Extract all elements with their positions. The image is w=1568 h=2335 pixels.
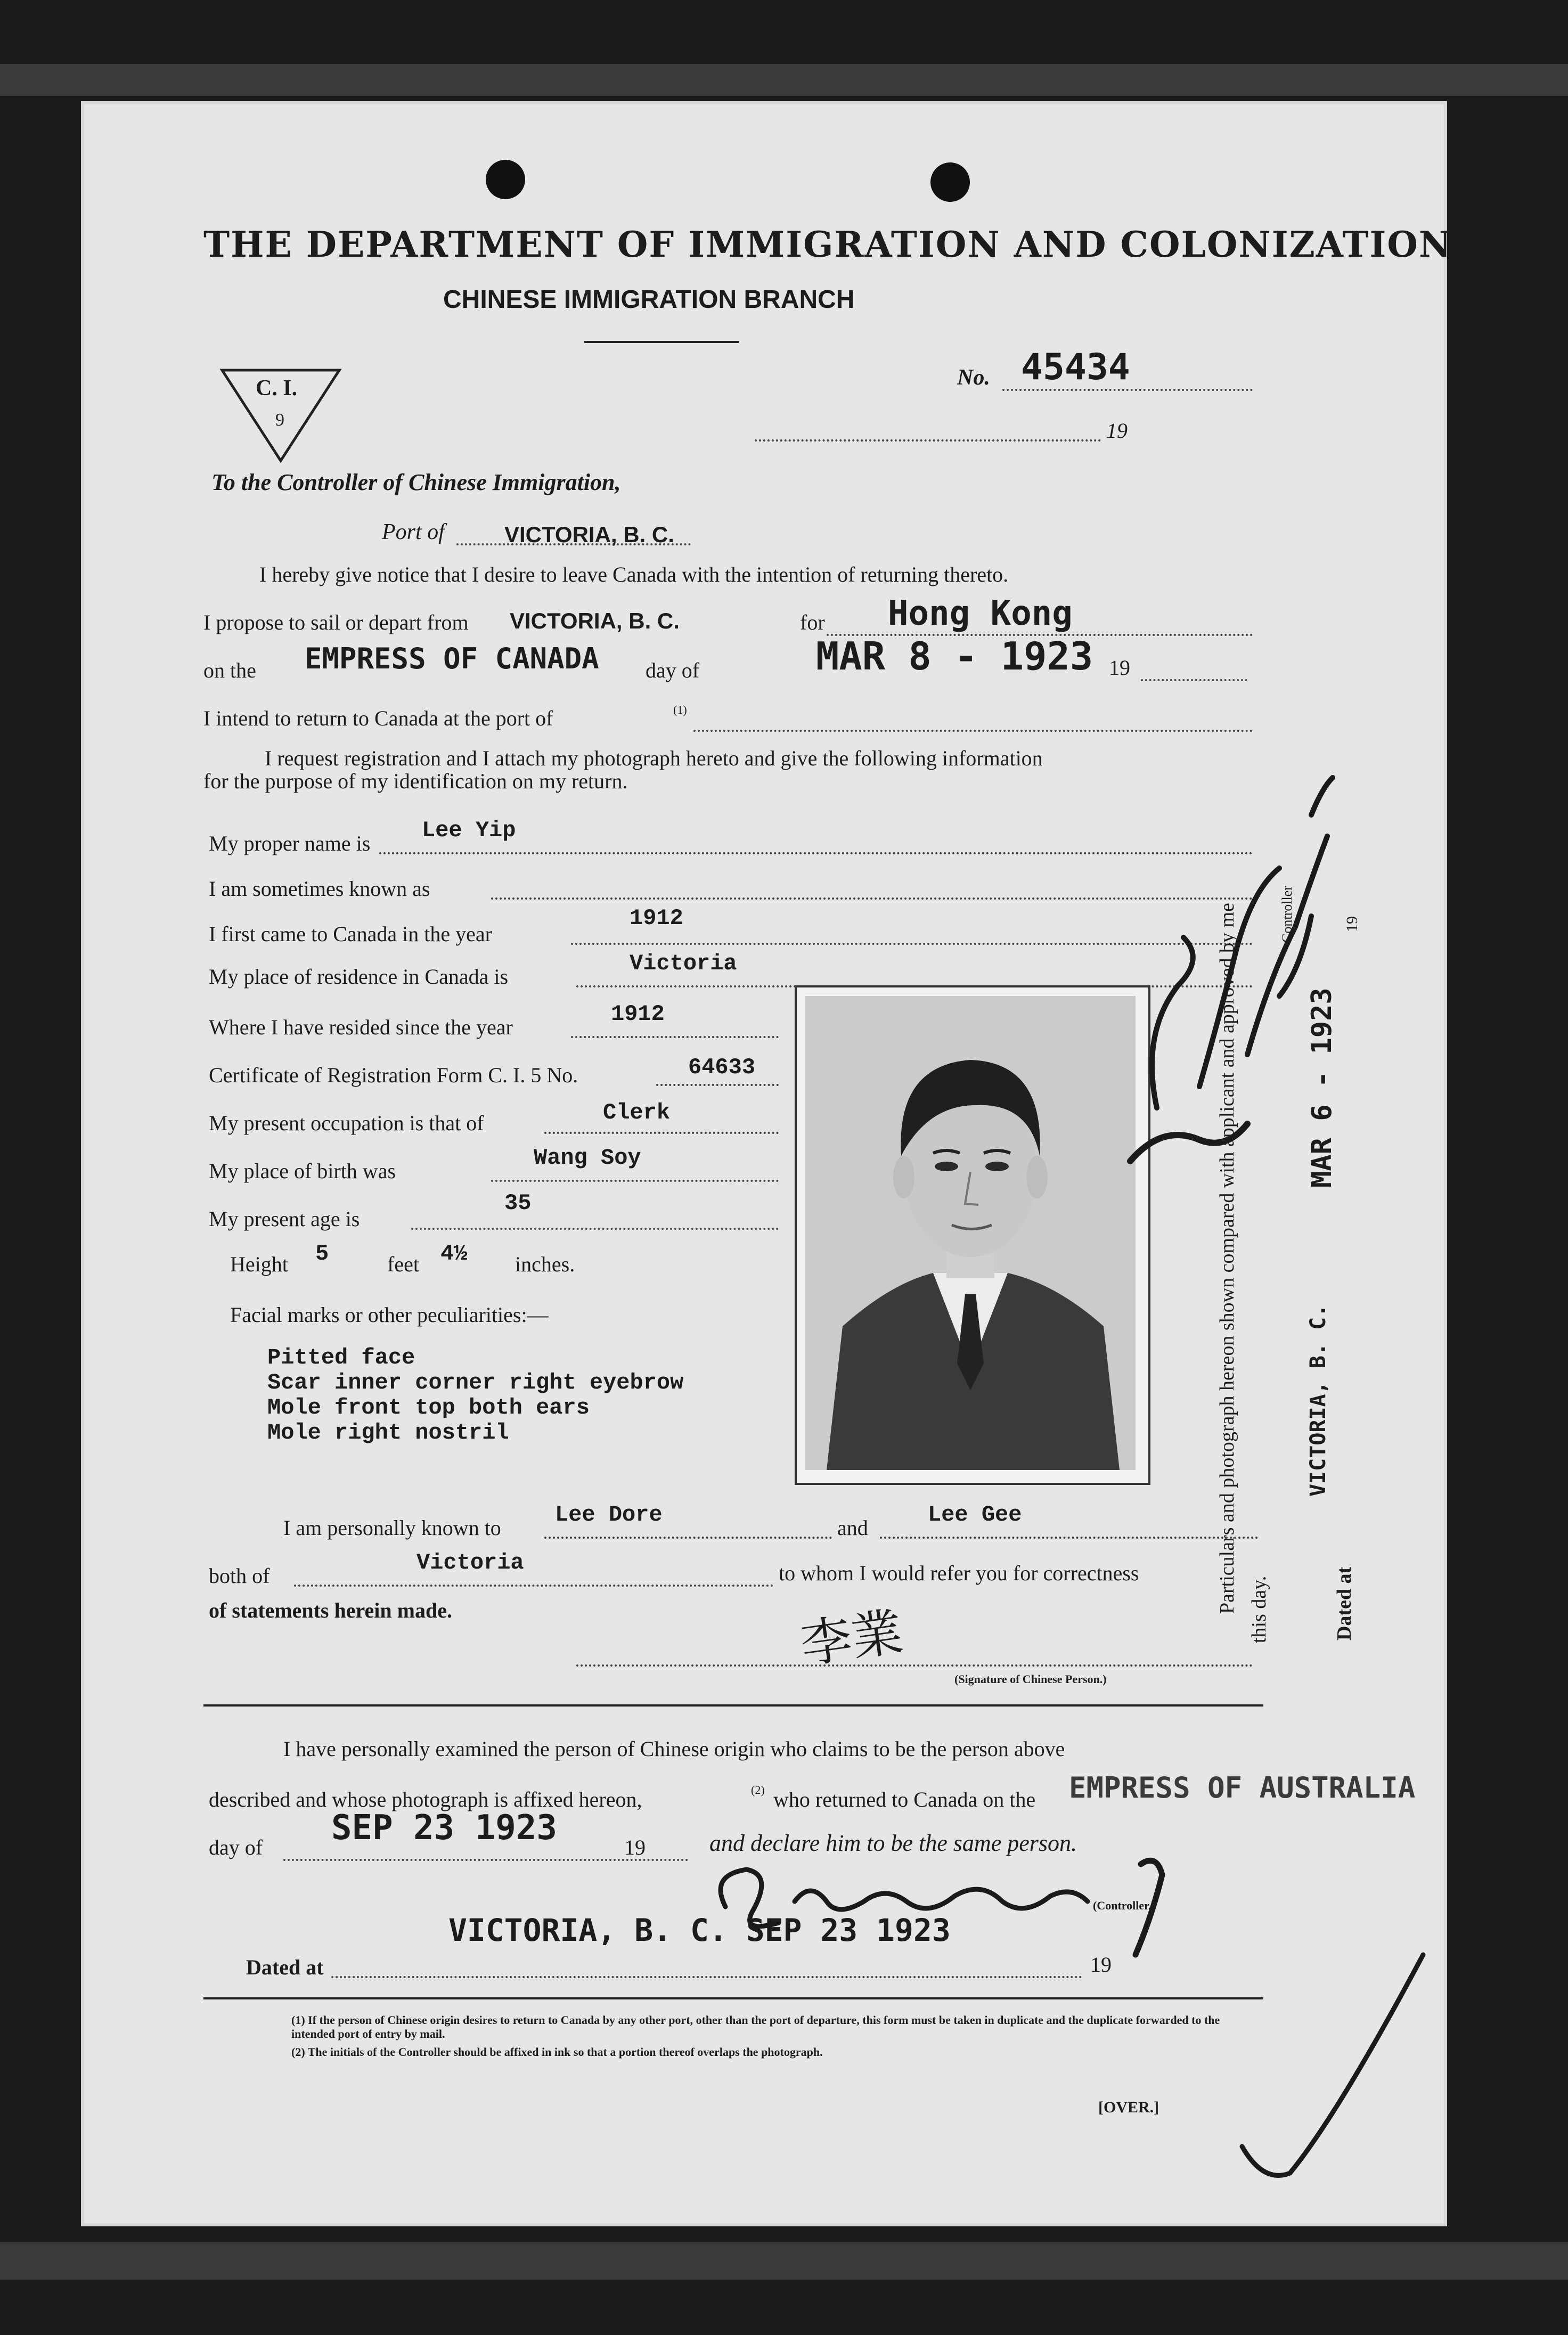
- return-port-label: I intend to return to Canada at the port of: [203, 706, 553, 730]
- dotted-line: [544, 1537, 832, 1539]
- port-label: Port of: [382, 520, 445, 544]
- footnote-2: (2) The initials of the Controller should be affixed in ink so that a portion thereof overlaps the photograph.: [291, 2045, 823, 2059]
- height-feet: 5: [315, 1241, 329, 1267]
- dotted-line: [693, 730, 1253, 732]
- return-line: described and whose photograph is affixed hereon,: [209, 1787, 642, 1811]
- scan-border: [0, 2242, 1568, 2280]
- form-number: 45434: [1021, 346, 1130, 388]
- dotted-line: [491, 1180, 779, 1182]
- branch-title: CHINESE IMMIGRATION BRANCH: [443, 285, 855, 314]
- dotted-line: [571, 1036, 779, 1038]
- dotted-line: [294, 1585, 773, 1587]
- certificate-label: Certificate of Registration Form C. I. 5 No.: [209, 1063, 578, 1087]
- return-ship-stamp: EMPRESS OF AUSTRALIA: [1069, 1771, 1416, 1805]
- resided-since-label: Where I have resided since the year: [209, 1015, 513, 1039]
- year-label: 19: [1109, 656, 1130, 680]
- both-of-label: both of: [209, 1564, 270, 1588]
- for-label: for: [800, 610, 825, 634]
- punch-hole: [930, 162, 970, 202]
- departure-date: MAR 8 - 1923: [816, 634, 1093, 679]
- notice-line: I hereby give notice that I desire to leave Canada with the intention of returning thereto.: [259, 562, 1009, 586]
- return-note: (1): [673, 703, 687, 716]
- photo-frame: [795, 985, 1150, 1485]
- return-note: (2): [751, 1783, 765, 1797]
- mark-item: Mole front top both ears: [267, 1395, 590, 1420]
- year-label: 19: [1090, 1953, 1112, 1977]
- height-label: Height: [230, 1252, 288, 1276]
- on-the-label: on the: [203, 658, 256, 682]
- age-label: My present age is: [209, 1207, 360, 1231]
- request-line: I request registration and I attach my photograph hereto and give the following information: [265, 746, 1043, 770]
- controller-initials-signature: [1120, 756, 1343, 1236]
- footnote-1: (1) If the person of Chinese origin desires to return to Canada by any other port, other than the port of departure, this form must be taken in duplicate and the duplicate forwarded to the intended port of entry by mail.: [291, 2013, 1220, 2040]
- dotted-line: [1141, 679, 1247, 681]
- inches-label: inches.: [515, 1252, 575, 1276]
- dotted-line: [576, 1664, 1253, 1667]
- department-title: THE DEPARTMENT OF IMMIGRATION AND COLONIZATION: [203, 224, 1452, 265]
- form-code-top: C. I.: [256, 376, 298, 401]
- scan-border: [0, 64, 1568, 96]
- dotted-line: [755, 439, 1101, 442]
- occupation-label: My present occupation is that of: [209, 1111, 484, 1135]
- dotted-line: [331, 1976, 1082, 1978]
- reference-place: Victoria: [416, 1550, 524, 1575]
- year-label: 19: [624, 1835, 646, 1859]
- birth-label: My place of birth was: [209, 1159, 396, 1183]
- first-came-label: I first came to Canada in the year: [209, 922, 492, 946]
- height-inches: 4½: [440, 1241, 468, 1267]
- declare-text: and declare him to be the same person.: [709, 1830, 1077, 1856]
- punch-hole: [486, 160, 525, 199]
- chinese-signature: 李業: [797, 1602, 907, 1675]
- age-value: 35: [504, 1190, 532, 1216]
- mark-item: Mole right nostril: [267, 1420, 509, 1446]
- dotted-line: [656, 1084, 779, 1086]
- check-mark: [1231, 1933, 1434, 2232]
- section-divider: [203, 1997, 1263, 1999]
- alias-label: I am sometimes known as: [209, 877, 430, 901]
- ship-name: EMPRESS OF CANADA: [305, 642, 599, 675]
- dated-place-stamp: VICTORIA, B. C.: [1306, 1304, 1330, 1497]
- immigration-form: [81, 101, 1452, 2226]
- return-line: who returned to Canada on the: [773, 1787, 1036, 1811]
- name-label: My proper name is: [209, 831, 371, 855]
- day-of-label: day of: [209, 1835, 263, 1859]
- dated-at-label: Dated at: [246, 1955, 324, 1979]
- over-label: [OVER.]: [1098, 2099, 1159, 2116]
- signature-caption: (Signature of Chinese Person.): [954, 1672, 1107, 1686]
- request-line: for the purpose of my identification on my return.: [203, 769, 628, 793]
- particulars-day: this day.: [1248, 1575, 1270, 1643]
- form-code-num: 9: [275, 410, 284, 430]
- reference-person-2: Lee Gee: [928, 1502, 1022, 1528]
- dated-stamp: VICTORIA, B. C. SEP 23 1923: [448, 1912, 951, 1948]
- number-label: No.: [957, 365, 990, 390]
- applicant-photograph: [805, 996, 1136, 1470]
- controller-label: Controller: [1279, 886, 1295, 943]
- marks-label: Facial marks or other peculiarities:—: [230, 1303, 549, 1327]
- and-label: and: [837, 1516, 868, 1540]
- birth-value: Wang Soy: [534, 1145, 641, 1171]
- sail-label: I propose to sail or depart from: [203, 610, 469, 634]
- return-line: I have personally examined the person of Chinese origin who claims to be the person above: [283, 1737, 1065, 1761]
- mark-item: Scar inner corner right eyebrow: [267, 1370, 684, 1395]
- particulars-text: Particulars and photograph hereon shown compared with applicant and approved by me: [1216, 903, 1238, 1614]
- year-suffix: 19: [1106, 419, 1128, 443]
- header-rule: [584, 341, 739, 343]
- resided-since-value: 1912: [611, 1001, 665, 1027]
- section-divider: [203, 1704, 1263, 1707]
- dotted-line: [1002, 389, 1253, 391]
- certificate-value: 64633: [688, 1055, 756, 1080]
- destination: Hong Kong: [888, 594, 1073, 633]
- sail-from: VICTORIA, B. C.: [510, 608, 680, 633]
- mark-item: Pitted face: [267, 1345, 415, 1370]
- return-date-stamp: SEP 23 1923: [331, 1808, 557, 1848]
- dotted-line: [880, 1537, 1258, 1539]
- first-came-value: 1912: [630, 905, 683, 931]
- feet-label: feet: [387, 1252, 419, 1276]
- dated-at-label: Dated at: [1333, 1566, 1355, 1640]
- port-value: VICTORIA, B. C.: [504, 522, 674, 547]
- side-year-label: 19: [1343, 916, 1361, 932]
- name-value: Lee Yip: [422, 818, 516, 843]
- statements-text: of statements herein made.: [209, 1598, 452, 1622]
- occupation-value: Clerk: [603, 1100, 671, 1125]
- dotted-line: [411, 1228, 779, 1230]
- known-label: I am personally known to: [283, 1516, 501, 1540]
- dated-date-stamp: MAR 6 - 1923: [1306, 987, 1338, 1188]
- dotted-line: [544, 1132, 779, 1134]
- addressee: To the Controller of Chinese Immigration,: [211, 469, 621, 495]
- controller-caption: (Controller.): [1093, 1899, 1155, 1912]
- residence-label: My place of residence in Canada is: [209, 965, 509, 989]
- reference-person-1: Lee Dore: [555, 1502, 663, 1528]
- residence-value: Victoria: [630, 951, 737, 976]
- refer-text: to whom I would refer you for correctness: [779, 1561, 1139, 1585]
- day-of-label: day of: [646, 658, 700, 682]
